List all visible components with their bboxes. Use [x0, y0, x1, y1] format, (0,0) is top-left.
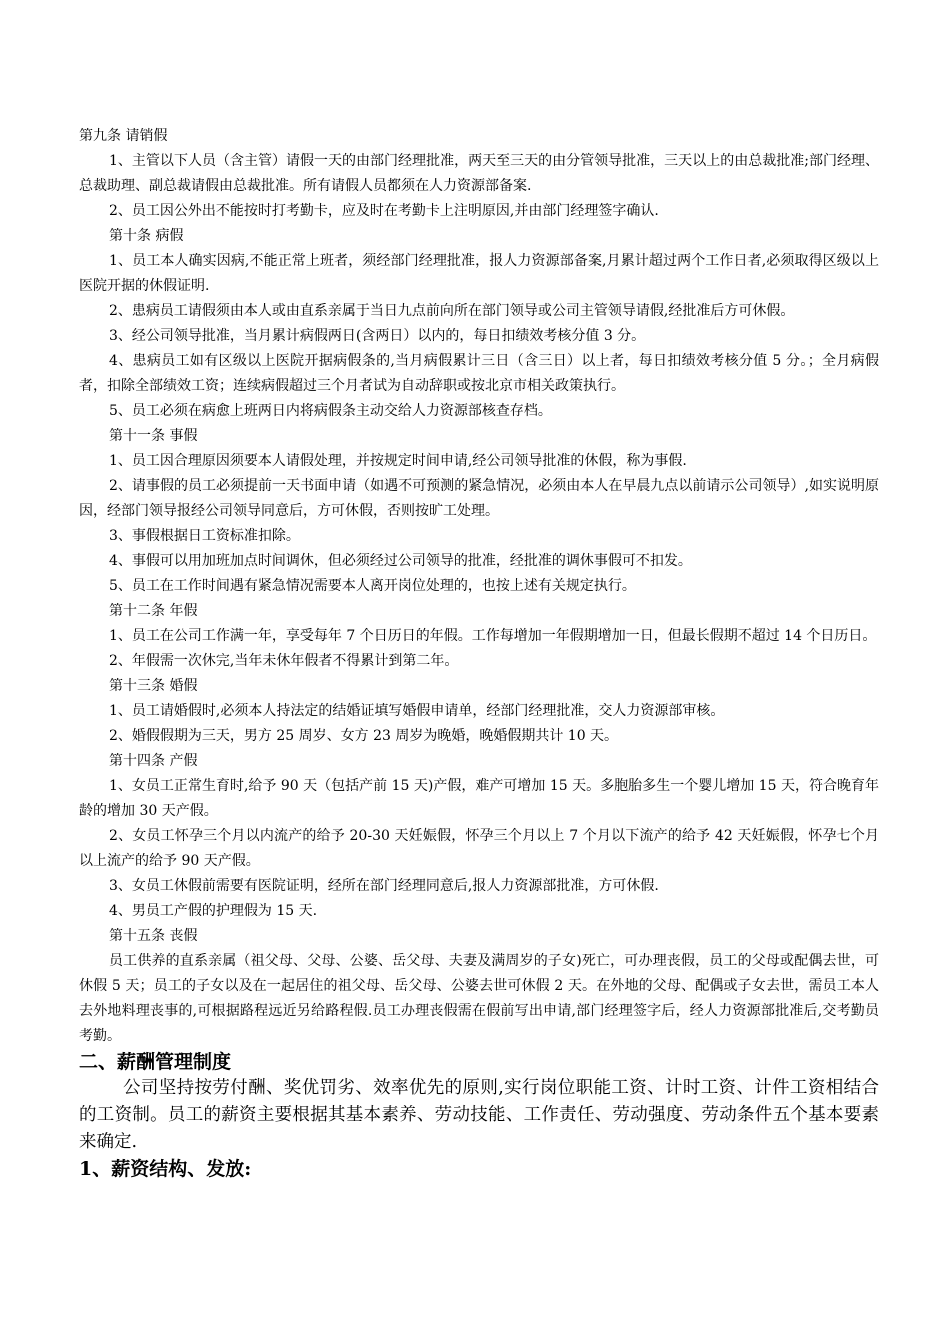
paragraph: 第十二条 年假 — [109, 603, 198, 619]
paragraph: 1、员工因合理原因须要本人请假处理，并按规定时间申请,经公司领导批准的休假，称为事假. — [109, 453, 687, 469]
paragraph: 1、员工请婚假时,必须本人持法定的结婚证填写婚假申请单，经部门经理批准，交人力资源部审核。 — [109, 703, 725, 719]
paragraph: 2、患病员工请假须由本人或由直系亲属于当日九点前向所在部门领导或公司主管领导请假,经批准后方可休假。 — [109, 303, 795, 319]
paragraph: 2、员工因公外出不能按时打考勤卡，应及时在考勤卡上注明原因,并由部门经理签字确认. — [109, 203, 659, 219]
paragraph: 4、患病员工如有区级以上医院开据病假条的,当月病假累计三日（含三日）以上者，每日扣绩效考核分值 5 分。；全月病假者，扣除全部绩效工资；连续病假超过三个月者试为自动辞职或按北京市相关政策执行。 — [79, 353, 879, 394]
leave-rules-body — [79, 124, 879, 1049]
paragraph: 4、男员工产假的护理假为 15 天. — [109, 903, 318, 919]
paragraph: 第十条 病假 — [109, 228, 184, 244]
paragraph: 5、员工在工作时间遇有紧急情况需要本人离开岗位处理的，也按上述有关规定执行。 — [109, 578, 636, 594]
document-page — [79, 124, 879, 1182]
paragraph: 第十四条 产假 — [109, 753, 198, 769]
paragraph: 第十一条 事假 — [109, 428, 198, 444]
section-paragraph: 公司坚持按劳付酬、奖优罚劣、效率优先的原则,实行岗位职能工资、计时工资、计件工资相结合的工资制。员工的薪资主要根据其基本素养、劳动技能、工作责任、劳动强度、劳动条件五个基本要素来确定. — [79, 1078, 879, 1152]
paragraph: 2、请事假的员工必须提前一天书面申请（如遇不可预测的紧急情况，必须由本人在早晨九点以前请示公司领导）,如实说明原因，经部门领导报经公司领导同意后，方可休假，否则按旷工处理。 — [79, 478, 879, 519]
paragraph: 1、女员工正常生育时,给予 90 天（包括产前 15 天)产假，难产可增加 15 天。多胞胎多生一个婴儿增加 15 天，符合晚育年龄的增加 30 天产假。 — [79, 778, 879, 819]
subsection-title: 1、薪资结构、发放: — [79, 1158, 252, 1180]
paragraph: 2、婚假假期为三天，男方 25 周岁、女方 23 周岁为晚婚，晚婚假期共计 10 天。 — [109, 728, 619, 744]
paragraph: 第十三条 婚假 — [109, 678, 198, 694]
paragraph: 3、经公司领导批准，当月累计病假两日(含两日）以内的，每日扣绩效考核分值 3 分。 — [109, 328, 646, 344]
section-title: 二、薪酬管理制度 — [79, 1051, 232, 1073]
paragraph: 2、年假需一次休完,当年未休年假者不得累计到第二年。 — [109, 653, 459, 669]
paragraph: 员工供养的直系亲属（祖父母、父母、公婆、岳父母、夫妻及满周岁的子女)死亡，可办理丧假，员工的父母或配偶去世，可休假 5 天；员工的子女以及在一起居住的祖父母、岳父母、公婆去世可休假 2 天。在外地的父母、配偶或子女去世，需员工本人去外地料理丧事的,可根据路程远近另给路程假.员工办理丧假需在假前写出申请,部门经理签字后，经人力资源部批准后,交考勤员考勤。 — [79, 953, 879, 1044]
paragraph: 2、女员工怀孕三个月以内流产的给予 20-30 天妊娠假，怀孕三个月以上 7 个月以下流产的给予 42 天妊娠假，怀孕七个月以上流产的给予 90 天产假。 — [79, 828, 879, 869]
paragraph: 5、员工必须在病愈上班两日内将病假条主动交给人力资源部核查存档。 — [109, 403, 552, 419]
paragraph: 4、事假可以用加班加点时间调休，但必须经过公司领导的批准，经批准的调休事假可不扣发。 — [109, 553, 692, 569]
paragraph: 1、主管以下人员（含主管）请假一天的由部门经理批准，两天至三天的由分管领导批准，三天以上的由总裁批准;部门经理、总裁助理、副总裁请假由总裁批准。所有请假人员都须在人力资源部备案. — [79, 153, 879, 194]
paragraph: 1、员工在公司工作满一年，享受每年 7 个日历日的年假。工作每增加一年假期增加一日，但最长假期不超过 14 个日历日。 — [109, 628, 877, 644]
paragraph: 第九条 请销假 — [79, 128, 168, 144]
paragraph: 1、员工本人确实因病,不能正常上班者，须经部门经理批准，报人力资源部备案,月累计超过两个工作日者,必须取得区级以上医院开据的休假证明. — [79, 253, 879, 294]
paragraph: 3、事假根据日工资标准扣除。 — [109, 528, 300, 544]
paragraph: 3、女员工休假前需要有医院证明，经所在部门经理同意后,报人力资源部批准，方可休假. — [109, 878, 659, 894]
paragraph: 第十五条 丧假 — [109, 928, 198, 944]
